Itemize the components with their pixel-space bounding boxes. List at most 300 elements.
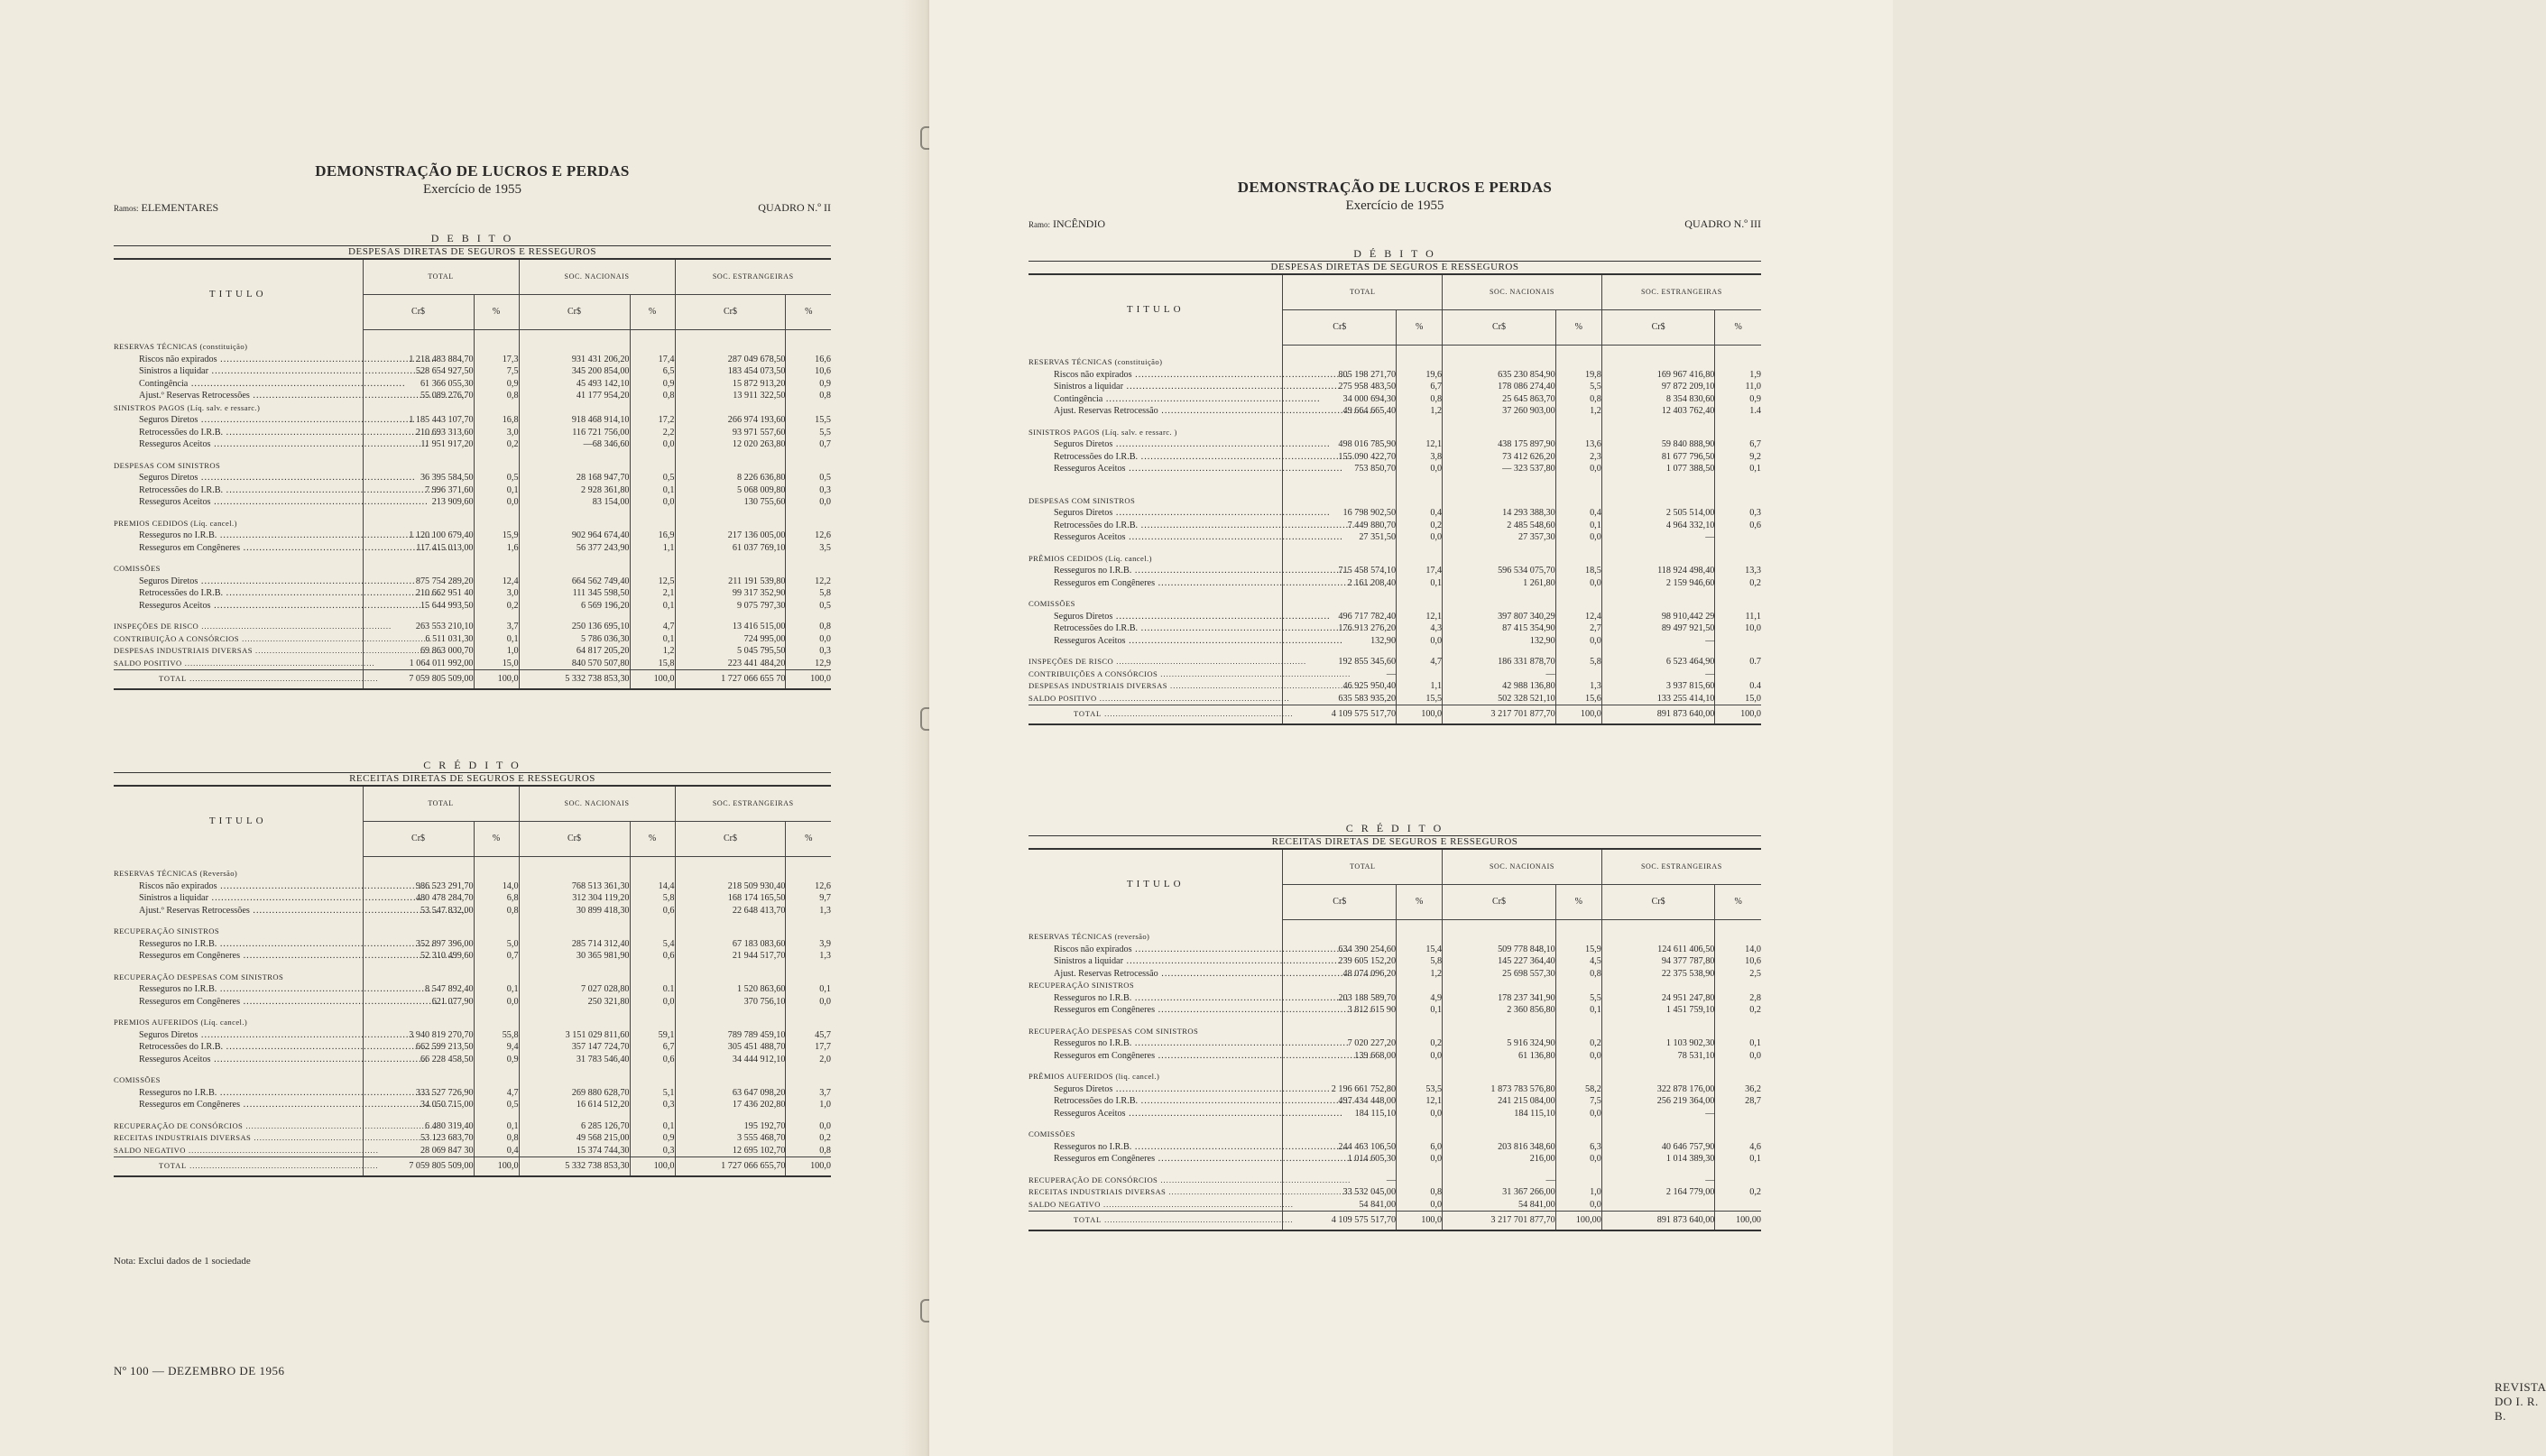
row-label: Resseguros Aceitos .....: [1029, 463, 1283, 475]
table-row: [114, 1132, 831, 1145]
left-page: [0, 0, 929, 1456]
percent-cell: [1715, 1129, 1761, 1141]
quadro-header: [114, 162, 831, 215]
amount-cell: 2 928 361,80: [519, 484, 630, 497]
amount-cell: 502 328 521,10: [1443, 693, 1556, 705]
amount-cell: [1283, 1071, 1397, 1083]
table-row: [1029, 931, 1761, 944]
percent-cell: 58,2: [1555, 1083, 1601, 1096]
table-row: [114, 983, 831, 996]
table-row: [114, 1099, 831, 1111]
percent-cell: [474, 868, 519, 880]
amount-cell: [363, 1017, 474, 1029]
amount-cell: [1283, 598, 1397, 611]
percent-cell: 2,0: [786, 1054, 831, 1066]
table-row: [114, 996, 831, 1009]
table-row: [1029, 1026, 1761, 1038]
amount-cell: 664 562 749,40: [519, 576, 630, 588]
amount-cell: 1 261,80: [1443, 577, 1556, 590]
percent-cell: 100,0: [474, 1157, 519, 1176]
row-label: Sinistros a liquidar .....: [114, 892, 363, 905]
row-label: Resseguros em Congêneres .....: [1029, 1004, 1283, 1017]
table-row: [1029, 1108, 1761, 1120]
table-row: [114, 587, 831, 600]
amount-cell: [519, 1017, 630, 1029]
amount-cell: 1 120 100 679,40: [363, 530, 474, 542]
table-row: [1029, 438, 1761, 451]
table-row: [1029, 1062, 1761, 1071]
percent-cell: 0,1: [630, 600, 675, 613]
percent-cell: [474, 460, 519, 473]
table-row: [1029, 598, 1761, 611]
row-label: Resseguros no I.R.B. .....: [114, 530, 363, 542]
amount-cell: 266 974 193,60: [675, 414, 786, 427]
row-label: Riscos não expirados .....: [114, 880, 363, 893]
amount-cell: 6 569 196,20: [519, 600, 630, 613]
amount-cell: 17 436 202,80: [675, 1099, 786, 1111]
table-row: [1029, 531, 1761, 544]
table-row: [1029, 1199, 1761, 1212]
column-header-titulo: TITULO: [1029, 274, 1283, 346]
percent-cell: 9,4: [474, 1041, 519, 1054]
row-label: DESPESAS COM SINISTROS: [1029, 495, 1136, 505]
amount-cell: [675, 563, 786, 576]
percent-cell: [1555, 1175, 1601, 1187]
debito-table: [1029, 248, 1761, 725]
section-heading: C R É D I T O: [1345, 822, 1444, 834]
percent-cell: [786, 341, 831, 354]
percent-cell: 5,0: [474, 938, 519, 951]
percent-cell: 4,6: [1715, 1141, 1761, 1154]
table-row: [114, 530, 831, 542]
amount-cell: [363, 972, 474, 984]
percent-cell: [474, 1074, 519, 1087]
percent-cell: 0,1: [474, 1120, 519, 1133]
row-label: RECUPERAÇÃO SINISTROS: [1029, 981, 1135, 990]
row-label: Resseguros em Congêneres .....: [1029, 577, 1283, 590]
amount-cell: 256 219 364,00: [1601, 1095, 1715, 1108]
table-row: [1029, 968, 1761, 981]
percent-cell: 3,5: [786, 542, 831, 555]
percent-cell: 12,4: [1555, 611, 1601, 623]
row-label: Retrocessões do I.R.B. .....: [1029, 520, 1283, 532]
percent-cell: 0,8: [1555, 393, 1601, 406]
column-header-total: TOTAL: [363, 786, 519, 822]
percent-cell: 10,6: [1715, 955, 1761, 968]
column-header-percent: %: [1555, 885, 1601, 920]
ramo-label: Ramos:: [114, 204, 139, 213]
percent-cell: 3,8: [1397, 451, 1443, 464]
table-row: [114, 1065, 831, 1074]
percent-cell: 0,2: [1397, 520, 1443, 532]
amount-cell: 15 644 993,50: [363, 600, 474, 613]
amount-cell: 5 916 324,90: [1443, 1037, 1556, 1050]
amount-cell: 73 412 626,20: [1443, 451, 1556, 464]
amount-cell: 31 367 266,00: [1443, 1186, 1556, 1199]
percent-cell: 0,0: [1555, 531, 1601, 544]
amount-cell: 21 944 517,70: [675, 950, 786, 963]
percent-cell: 36,2: [1715, 1083, 1761, 1096]
percent-cell: 4,7: [1397, 656, 1443, 668]
percent-cell: 100,0: [1555, 705, 1601, 724]
percent-cell: 12,6: [786, 530, 831, 542]
column-header-currency: Cr$: [1283, 885, 1397, 920]
amount-cell: 1 077 388,50: [1601, 463, 1715, 475]
percent-cell: 0,9: [474, 1054, 519, 1066]
amount-cell: 99 317 352,90: [675, 587, 786, 600]
amount-cell: 130 755,60: [675, 496, 786, 509]
quadro-number: QUADRO N.º II: [758, 201, 831, 214]
section-heading: D E B I T O: [430, 232, 514, 244]
amount-cell: 41 177 954,20: [519, 390, 630, 402]
section-heading: D É B I T O: [1353, 247, 1436, 260]
row-label: Riscos não expirados .....: [1029, 369, 1283, 382]
percent-cell: 15,5: [786, 414, 831, 427]
percent-cell: 0,1: [630, 484, 675, 497]
amount-cell: 918 468 914,10: [519, 414, 630, 427]
amount-cell: [1283, 553, 1397, 566]
total-row: [114, 1157, 831, 1176]
amount-cell: 12 020 263,80: [675, 438, 786, 451]
amount-cell: 53 123 683,70: [363, 1132, 474, 1145]
table-row: [114, 460, 831, 473]
percent-cell: 0,2: [1397, 1037, 1443, 1050]
amount-cell: 2 360 856,80: [1443, 1004, 1556, 1017]
percent-cell: 0,4: [474, 1145, 519, 1157]
percent-cell: 0,2: [474, 438, 519, 451]
row-label: TOTAL .....: [1029, 705, 1283, 724]
subsection-heading: RECEITAS DIRETAS DE SEGUROS E RESSEGUROS: [1029, 835, 1761, 849]
table-row: [1029, 611, 1761, 623]
percent-cell: 0,4: [1397, 507, 1443, 520]
table-row: [1029, 622, 1761, 635]
row-label: Resseguros no I.R.B. .....: [114, 983, 363, 996]
table-row: [114, 563, 831, 576]
percent-cell: 7,5: [1555, 1095, 1601, 1108]
ramo-label: Ramo:: [1029, 220, 1050, 229]
table-row: [114, 378, 831, 391]
amount-cell: 210 693 313,60: [363, 427, 474, 439]
amount-cell: 6 285 126,70: [519, 1120, 630, 1133]
row-label: Seguros Diretos .....: [114, 414, 363, 427]
percent-cell: 3,0: [474, 587, 519, 600]
amount-cell: 3 555 468,70: [675, 1132, 786, 1145]
percent-cell: [1715, 427, 1761, 439]
amount-cell: [675, 341, 786, 354]
row-label: Riscos não expirados .....: [114, 354, 363, 366]
amount-cell: 83 154,00: [519, 496, 630, 509]
percent-cell: 12,2: [786, 576, 831, 588]
percent-cell: 0.4: [1715, 680, 1761, 693]
amount-cell: 14 293 388,30: [1443, 507, 1556, 520]
percent-cell: 17,7: [786, 1041, 831, 1054]
percent-cell: 0,8: [474, 1132, 519, 1145]
column-header-currency: Cr$: [519, 295, 630, 330]
percent-cell: 4,7: [474, 1087, 519, 1100]
amount-cell: 223 441 484,20: [675, 658, 786, 670]
amount-cell: [1601, 598, 1715, 611]
percent-cell: 0,1: [474, 484, 519, 497]
amount-cell: [519, 518, 630, 530]
percent-cell: 16,9: [630, 530, 675, 542]
table-row: [1029, 381, 1761, 393]
amount-cell: 250 136 695,10: [519, 621, 630, 633]
column-header-currency: Cr$: [675, 822, 786, 857]
amount-cell: 4 109 575 517,70: [1283, 1212, 1397, 1230]
percent-cell: 1,0: [1555, 1186, 1601, 1199]
ramo: [1029, 217, 1105, 231]
percent-cell: [1397, 495, 1443, 508]
percent-cell: [1397, 598, 1443, 611]
percent-cell: 0,1: [1397, 1004, 1443, 1017]
amount-cell: 155 090 422,70: [1283, 451, 1397, 464]
table-row: [1029, 495, 1761, 508]
percent-cell: 10,6: [786, 365, 831, 378]
percent-cell: 0.7: [1715, 656, 1761, 668]
percent-cell: 1,1: [630, 542, 675, 555]
amount-cell: 3 217 701 877,70: [1443, 1212, 1556, 1230]
table-row: [114, 1111, 831, 1120]
percent-cell: 0,0: [474, 996, 519, 1009]
row-label: Resseguros no I.R.B. .....: [114, 1087, 363, 1100]
percent-cell: 0,0: [1397, 463, 1443, 475]
percent-cell: 0,0: [786, 1120, 831, 1133]
amount-cell: [363, 518, 474, 530]
percent-cell: [1715, 495, 1761, 508]
credito-table: [1029, 823, 1761, 1231]
table-row: [114, 892, 831, 905]
percent-cell: 0,3: [1715, 507, 1761, 520]
amount-cell: —: [1601, 1175, 1715, 1187]
percent-cell: 0,8: [1397, 1186, 1443, 1199]
amount-cell: 37 260 903,00: [1443, 405, 1556, 418]
percent-cell: 0,8: [786, 1145, 831, 1157]
table-row: [114, 365, 831, 378]
row-label: DESPESAS INDUSTRIAIS DIVERSAS .....: [114, 645, 363, 658]
column-header-currency: Cr$: [1601, 885, 1715, 920]
amount-cell: —: [1601, 635, 1715, 648]
credito-table: [114, 760, 831, 1177]
percent-cell: 1,0: [474, 645, 519, 658]
percent-cell: 55,8: [474, 1029, 519, 1042]
row-label: COMISSÕES: [1029, 599, 1075, 608]
row-label: PRÊMIOS AUFERIDOS (liq. cancel.): [1029, 1072, 1160, 1081]
percent-cell: 0,0: [630, 438, 675, 451]
percent-cell: 45,7: [786, 1029, 831, 1042]
amount-cell: 34 050 715,00: [363, 1099, 474, 1111]
row-label: Resseguros em Congêneres .....: [1029, 1153, 1283, 1166]
column-header-percent: %: [1397, 885, 1443, 920]
percent-cell: 6,5: [630, 365, 675, 378]
percent-cell: 5,5: [786, 427, 831, 439]
percent-cell: 9,2: [1715, 451, 1761, 464]
percent-cell: 14,0: [1715, 944, 1761, 956]
percent-cell: 100,0: [474, 670, 519, 689]
amount-cell: 117 415 013,00: [363, 542, 474, 555]
percent-cell: [1555, 427, 1601, 439]
percent-cell: 0,3: [630, 1099, 675, 1111]
row-label: Sinistros a liquidar .....: [1029, 381, 1283, 393]
table-row: [1029, 1120, 1761, 1129]
page-footer: Nº 100 — DEZEMBRO DE 1956: [114, 1364, 285, 1378]
amount-cell: —: [1601, 668, 1715, 681]
table-row: [114, 1120, 831, 1133]
percent-cell: 0,4: [1555, 507, 1601, 520]
row-label: COMISSÕES: [114, 1075, 161, 1084]
percent-cell: 0,5: [786, 600, 831, 613]
amount-cell: 169 967 416,80: [1601, 369, 1715, 382]
percent-cell: [1715, 598, 1761, 611]
amount-cell: 61 037 769,10: [675, 542, 786, 555]
amount-cell: 176 913 276,20: [1283, 622, 1397, 635]
amount-cell: 275 958 483,50: [1283, 381, 1397, 393]
percent-cell: 0,1: [1715, 1037, 1761, 1050]
table-row: [114, 658, 831, 670]
table-row: [1029, 544, 1761, 553]
percent-cell: [1715, 668, 1761, 681]
amount-cell: [363, 926, 474, 938]
amount-cell: [363, 1074, 474, 1087]
amount-cell: 2 164 779,00: [1601, 1186, 1715, 1199]
percent-cell: 3,0: [474, 427, 519, 439]
column-header-titulo: TITULO: [114, 259, 363, 330]
row-label: INSPEÇÕES DE RISCO .....: [114, 621, 363, 633]
amount-cell: —: [1443, 668, 1556, 681]
column-header-currency: Cr$: [363, 822, 474, 857]
column-header-percent: %: [630, 822, 675, 857]
percent-cell: 0,8: [630, 390, 675, 402]
row-label: RESERVAS TÉCNICAS (Reversão): [114, 869, 238, 878]
amount-cell: 192 855 345,60: [1283, 656, 1397, 668]
amount-cell: 8 547 892,40: [363, 983, 474, 996]
amount-cell: [1283, 1026, 1397, 1038]
amount-cell: 6 480 319,40: [363, 1120, 474, 1133]
percent-cell: 0,1: [786, 983, 831, 996]
percent-cell: 0,0: [630, 996, 675, 1009]
percent-cell: 100,0: [630, 1157, 675, 1176]
table-row: [1029, 1186, 1761, 1199]
section-heading: C R É D I T O: [423, 759, 521, 771]
table-row: [114, 905, 831, 917]
percent-cell: 10,0: [1715, 622, 1761, 635]
percent-cell: 17,2: [630, 414, 675, 427]
amount-cell: 2 505 514,00: [1601, 507, 1715, 520]
amount-cell: 7 027 028,80: [519, 983, 630, 996]
table-row: [1029, 451, 1761, 464]
amount-cell: 78 531,10: [1601, 1050, 1715, 1063]
percent-cell: 19,6: [1397, 369, 1443, 382]
percent-cell: 0,0: [1555, 635, 1601, 648]
percent-cell: 0,2: [1555, 1037, 1601, 1050]
percent-cell: [630, 926, 675, 938]
amount-cell: [519, 972, 630, 984]
percent-cell: 14,0: [474, 880, 519, 893]
column-header-percent: %: [786, 295, 831, 330]
amount-cell: 89 497 921,50: [1601, 622, 1715, 635]
percent-cell: 100,0: [786, 1157, 831, 1176]
percent-cell: 0,2: [474, 600, 519, 613]
footnote: Nota: Exclui dados de 1 sociedade: [114, 1256, 251, 1267]
table-row: [114, 484, 831, 497]
amount-cell: 132,90: [1443, 635, 1556, 648]
table-row: [114, 1054, 831, 1066]
row-label: Retrocessões do I.R.B. .....: [114, 484, 363, 497]
percent-cell: 100,00: [1715, 1212, 1761, 1230]
row-label: RESERVAS TÉCNICAS (reversão): [1029, 932, 1150, 941]
percent-cell: 4,5: [1555, 955, 1601, 968]
amount-cell: 124 611 406,50: [1601, 944, 1715, 956]
percent-cell: [1715, 531, 1761, 544]
amount-cell: 1 014 605,30: [1283, 1153, 1397, 1166]
amount-cell: [1283, 1129, 1397, 1141]
amount-cell: 397 807 340,29: [1443, 611, 1556, 623]
percent-cell: 0,0: [1397, 1153, 1443, 1166]
amount-cell: [1601, 1199, 1715, 1212]
amount-cell: 263 553 210,10: [363, 621, 474, 633]
amount-cell: 87 415 354,90: [1443, 622, 1556, 635]
amount-cell: [675, 972, 786, 984]
table-row: [114, 414, 831, 427]
percent-cell: 12,9: [786, 658, 831, 670]
amount-cell: 986 523 291,70: [363, 880, 474, 893]
amount-cell: [363, 402, 474, 415]
percent-cell: [1715, 1071, 1761, 1083]
row-label: Retrocessões do I.R.B. .....: [114, 587, 363, 600]
percent-cell: [1555, 1129, 1601, 1141]
percent-cell: 0,0: [1397, 531, 1443, 544]
amount-cell: 1 185 443 107,70: [363, 414, 474, 427]
percent-cell: 1,2: [1555, 405, 1601, 418]
amount-cell: 66 228 458,50: [363, 1054, 474, 1066]
percent-cell: [630, 1074, 675, 1087]
row-label: DESPESAS COM SINISTROS: [114, 460, 221, 470]
amount-cell: [1601, 1026, 1715, 1038]
subsection-heading: DESPESAS DIRETAS DE SEGUROS E RESSEGUROS: [1029, 261, 1761, 274]
row-label: Contingência .....: [114, 378, 363, 391]
percent-cell: [1715, 980, 1761, 992]
table-row: [1029, 418, 1761, 427]
column-header-estrangeiras: SOC. ESTRANGEIRAS: [1601, 274, 1761, 310]
table-row: [1029, 1017, 1761, 1026]
amount-cell: 178 237 341,90: [1443, 992, 1556, 1005]
table-row: [114, 645, 831, 658]
row-label: Resseguros em Congêneres .....: [114, 996, 363, 1009]
percent-cell: 0,3: [630, 1145, 675, 1157]
quadro-title: DEMONSTRAÇÃO DE LUCROS E PERDAS: [315, 162, 630, 180]
amount-cell: 3 812 615 90: [1283, 1004, 1397, 1017]
percent-cell: [630, 563, 675, 576]
percent-cell: [1555, 598, 1601, 611]
amount-cell: 1 451 759,10: [1601, 1004, 1715, 1017]
amount-cell: 5 332 738 853,30: [519, 670, 630, 689]
row-label: PRÊMIOS CEDIDOS (Líq. cancel.): [1029, 553, 1152, 563]
amount-cell: 370 756,10: [675, 996, 786, 1009]
percent-cell: [474, 972, 519, 984]
amount-cell: 891 873 640,00: [1601, 705, 1715, 724]
amount-cell: 69 863 000,70: [363, 645, 474, 658]
percent-cell: 3,7: [474, 621, 519, 633]
amount-cell: 49 568 215,00: [519, 1132, 630, 1145]
percent-cell: 6,0: [1397, 1141, 1443, 1154]
percent-cell: 5,8: [1397, 955, 1443, 968]
percent-cell: 15,4: [1397, 944, 1443, 956]
amount-cell: 184 115,10: [1283, 1108, 1397, 1120]
percent-cell: 28,7: [1715, 1095, 1761, 1108]
table-row: [1029, 656, 1761, 668]
amount-cell: 250 321,80: [519, 996, 630, 1009]
table-row: [114, 1008, 831, 1017]
table-row: [114, 1041, 831, 1054]
